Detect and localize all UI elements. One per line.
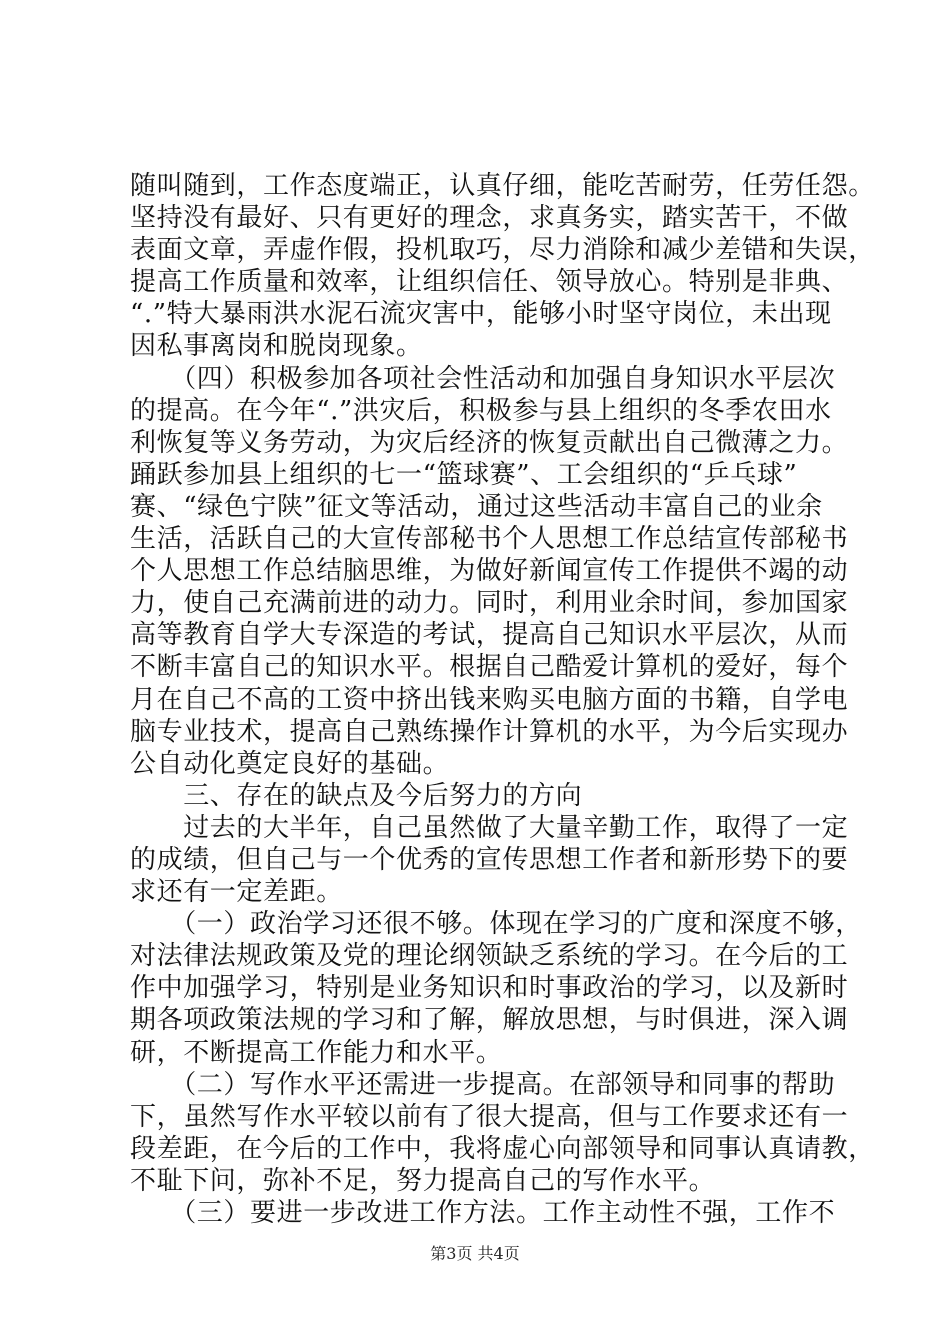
text-line: （四）积极参加各项社会性活动和加强自身知识水平层次 bbox=[130, 363, 836, 394]
text-line: 月在自己不高的工资中挤出钱来购买电脑方面的书籍，自学电 bbox=[130, 684, 849, 715]
body-text bbox=[130, 170, 875, 1229]
text-line: 高等教育自学大专深造的考试，提高自己知识水平层次，从而 bbox=[130, 620, 849, 651]
text-line: （一）政治学习还很不够。体现在学习的广度和深度不够， bbox=[130, 909, 862, 940]
text-line: 研，不断提高工作能力和水平。 bbox=[130, 1037, 503, 1068]
text-line: 求还有一定差距。 bbox=[130, 877, 343, 908]
text-line: 对法律法规政策及党的理论纲领缺乏系统的学习。在今后的工 bbox=[130, 941, 849, 972]
text-line: “.”特大暴雨洪水泥石流灾害中，能够小时坚守岗位，未出现 bbox=[130, 299, 832, 330]
text-line: 作中加强学习，特别是业务知识和时事政治的学习，以及新时 bbox=[130, 973, 849, 1004]
text-line: 不断丰富自己的知识水平。根据自己酷爱计算机的爱好，每个 bbox=[130, 652, 849, 683]
text-line: 下，虽然写作水平较以前有了很大提高，但与工作要求还有一 bbox=[130, 1101, 849, 1132]
text-line: 公自动化奠定良好的基础。 bbox=[130, 748, 450, 779]
text-line: 生活，活跃自己的大宣传部秘书个人思想工作总结宣传部秘书 bbox=[130, 524, 849, 555]
text-line: （三）要进一步改进工作方法。工作主动性不强，工作不 bbox=[130, 1198, 836, 1228]
text-line: 过去的大半年，自己虽然做了大量辛勤工作，取得了一定 bbox=[130, 812, 849, 843]
text-line: 表面文章，弄虚作假，投机取巧，尽力消除和减少差错和失误， bbox=[130, 235, 875, 266]
text-line: 赛、“绿色宁陕”征文等活动，通过这些活动丰富自己的业余 bbox=[130, 491, 823, 522]
text-line: 的成绩，但自己与一个优秀的宣传思想工作者和新形势下的要 bbox=[130, 844, 849, 875]
text-line: 期各项政策法规的学习和了解，解放思想，与时俱进，深入调 bbox=[130, 1005, 849, 1036]
text-line: 因私事离岗和脱岗现象。 bbox=[130, 331, 423, 362]
text-line: 不耻下问，弥补不足，努力提高自己的写作水平。 bbox=[130, 1165, 716, 1196]
text-line: 踊跃参加县上组织的七一“篮球赛”、工会组织的“乒乓球” bbox=[130, 459, 798, 490]
text-line: （二）写作水平还需进一步提高。在部领导和同事的帮助 bbox=[130, 1069, 836, 1100]
section-heading: 三、存在的缺点及今后努力的方向 bbox=[130, 780, 583, 811]
text-line: 提高工作质量和效率，让组织信任、领导放心。特别是非典、 bbox=[130, 267, 849, 298]
text-line: 坚持没有最好、只有更好的理念，求真务实，踏实苦干，不做 bbox=[130, 203, 849, 234]
text-line: 个人思想工作总结脑思维，为做好新闻宣传工作提供不竭的动 bbox=[130, 556, 849, 587]
page-number-footer: 第3页 共4页 bbox=[430, 1244, 520, 1263]
text-line: 脑专业技术，提高自己熟练操作计算机的水平，为今后实现办 bbox=[130, 716, 849, 747]
text-line: 的提高。在今年“.”洪灾后，积极参与县上组织的冬季农田水 bbox=[130, 395, 832, 426]
text-line: 力，使自己充满前进的动力。同时，利用业余时间，参加国家 bbox=[130, 588, 849, 619]
text-line: 段差距，在今后的工作中，我将虚心向部领导和同事认真请教， bbox=[130, 1133, 875, 1164]
text-line: 利恢复等义务劳动，为灾后经济的恢复贡献出自己微薄之力。 bbox=[130, 427, 849, 458]
text-line: 随叫随到，工作态度端正，认真仔细，能吃苦耐劳，任劳任怨。 bbox=[130, 171, 875, 201]
